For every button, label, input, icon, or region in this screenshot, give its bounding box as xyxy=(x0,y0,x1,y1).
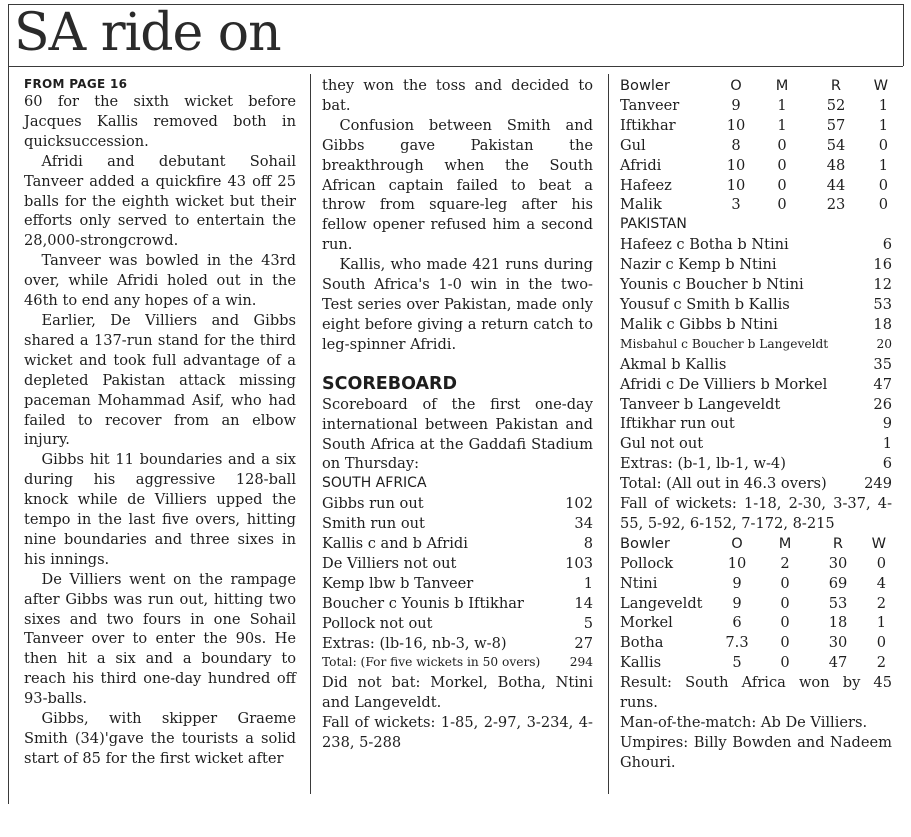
batting-row xyxy=(620,275,892,295)
batting-row xyxy=(620,255,892,275)
headline-rule xyxy=(8,66,903,67)
header-overs: O xyxy=(731,534,743,552)
batting-row xyxy=(620,315,892,335)
batsman: Misbahul c Boucher b Langeveldt xyxy=(620,336,829,351)
paragraph: Afridi and debutant Sohail Tanveer added a quickfire 43 off 25 balls for the eighth wicket but their efforts only served to entertain the 28,000-strongcrowd. xyxy=(24,152,296,250)
runs: 1 xyxy=(583,574,593,592)
batsman: Tanveer b Langeveldt xyxy=(620,395,781,413)
article-column-2 xyxy=(322,76,593,753)
runs: 5 xyxy=(583,614,593,632)
wickets: 2 xyxy=(876,654,886,672)
overs: 10 xyxy=(726,176,746,194)
batsman: Boucher c Younis b Iftikhar xyxy=(322,594,524,612)
batting-row xyxy=(620,375,892,395)
bowler: Ntini xyxy=(620,574,658,592)
overs: 5 xyxy=(732,654,742,672)
man-of-the-match: Man-of-the-match: Ab De Villiers. xyxy=(620,714,868,731)
column-rule-1 xyxy=(310,74,311,794)
south-africa-batting xyxy=(322,494,593,653)
column-rule-2 xyxy=(608,74,609,794)
bowler: Botha xyxy=(620,634,664,652)
paragraph: De Villiers went on the rampage after Gibbs was run out, hitting two sixes and two fours in one Sohail Tanveer over to enter the 90s. He then hit a six and a boundary to reach his third one-day hundred off 93-balls. xyxy=(24,570,296,708)
runs: 1 xyxy=(882,435,892,453)
batting-row xyxy=(620,395,892,415)
batting-row xyxy=(620,235,892,255)
maidens: 0 xyxy=(780,614,790,632)
runs: 53 xyxy=(873,295,892,313)
overs: 10 xyxy=(727,554,747,572)
wickets: 1 xyxy=(878,96,888,114)
bowler: Malik xyxy=(620,196,662,214)
bowling-row xyxy=(620,574,892,594)
runs: 35 xyxy=(873,355,892,373)
header-maidens: M xyxy=(775,77,789,94)
maidens: 0 xyxy=(777,156,787,174)
right-border xyxy=(903,4,904,66)
runs: 47 xyxy=(828,654,848,672)
bowling-row xyxy=(620,156,892,176)
bowling-header xyxy=(620,534,892,554)
paragraph: Earlier, De Villiers and Gibbs shared a 137-run stand for the third wicket and took full advantage of a depleted Pakistan attack missing paceman Mohammad Asif, who had failed to recover from an elbow injury. xyxy=(24,311,296,449)
wickets: 4 xyxy=(876,574,886,592)
batsman: Gibbs run out xyxy=(322,495,424,513)
maidens: 0 xyxy=(777,196,787,214)
paragraph: Kallis, who made 421 runs during South Africa's 1-0 win in the two-Test series over Pakistan, made only eight before giving a return catch to leg-spinner Afridi. xyxy=(322,256,593,353)
runs: 47 xyxy=(873,375,892,393)
runs: 102 xyxy=(565,495,593,513)
article-column-1 xyxy=(24,77,296,769)
wickets: 0 xyxy=(878,136,888,154)
batting-row xyxy=(620,355,892,375)
runs: 52 xyxy=(826,96,846,114)
runs: 23 xyxy=(826,196,846,214)
batsman: Akmal b Kallis xyxy=(620,355,727,373)
runs: 30 xyxy=(828,634,848,652)
runs: 30 xyxy=(828,554,848,572)
batsman: Kemp lbw b Tanveer xyxy=(322,574,474,592)
batting-row xyxy=(620,454,892,474)
runs: 6 xyxy=(882,236,892,254)
total-value: 249 xyxy=(864,475,892,493)
overs: 10 xyxy=(726,116,746,134)
headline: SA ride on xyxy=(14,3,281,63)
bowling-row xyxy=(620,653,892,673)
bowler: Iftikhar xyxy=(620,116,676,134)
wickets: 1 xyxy=(878,156,888,174)
runs: 14 xyxy=(574,594,593,612)
pakistan-batting xyxy=(620,235,892,474)
overs: 10 xyxy=(726,156,746,174)
bowling-header xyxy=(620,76,892,96)
header-runs: R xyxy=(832,534,844,552)
batsman: Iftikhar run out xyxy=(620,415,735,433)
runs: 69 xyxy=(828,574,848,592)
wickets: 0 xyxy=(878,196,888,214)
wickets: 0 xyxy=(876,554,886,572)
runs: 34 xyxy=(574,515,593,533)
batting-row xyxy=(322,494,593,514)
overs: 6 xyxy=(732,614,742,632)
batsman: Nazir c Kemp b Ntini xyxy=(620,256,777,274)
total-row xyxy=(620,474,892,494)
runs: 103 xyxy=(565,554,593,572)
batsman: Extras: (lb-16, nb-3, w-8) xyxy=(322,634,507,652)
batting-row xyxy=(322,634,593,654)
maidens: 0 xyxy=(780,594,790,612)
overs: 9 xyxy=(732,574,742,592)
runs: 57 xyxy=(826,116,846,134)
wickets: 0 xyxy=(878,176,888,194)
batsman: Extras: (b-1, lb-1, w-4) xyxy=(620,455,786,473)
maidens: 0 xyxy=(777,176,787,194)
pakistan-bowling xyxy=(620,96,892,215)
overs: 8 xyxy=(731,136,741,154)
wickets: 1 xyxy=(876,614,886,632)
team-heading-south-africa: SOUTH AFRICA xyxy=(322,475,427,492)
runs: 48 xyxy=(826,156,846,174)
bowling-row xyxy=(620,633,892,653)
runs: 54 xyxy=(826,136,846,154)
header-wickets: W xyxy=(871,534,886,552)
header-bowler: Bowler xyxy=(620,77,670,94)
paragraph: Gibbs, with skipper Graeme Smith (34)'gave the tourists a solid start of 85 for the first wicket after xyxy=(24,710,296,767)
overs: 9 xyxy=(731,96,741,114)
runs: 53 xyxy=(828,594,848,612)
batsman: Malik c Gibbs b Ntini xyxy=(620,315,778,333)
runs: 8 xyxy=(583,535,593,553)
batting-row xyxy=(322,594,593,614)
header-bowler: Bowler xyxy=(620,534,670,552)
runs: 18 xyxy=(828,614,848,632)
maidens: 1 xyxy=(777,96,787,114)
maidens: 2 xyxy=(780,554,790,572)
bowling-row xyxy=(620,116,892,136)
batsman: De Villiers not out xyxy=(322,554,457,572)
bowling-row xyxy=(620,613,892,633)
batting-row xyxy=(620,414,892,434)
runs: 12 xyxy=(873,276,892,294)
runs: 16 xyxy=(873,256,892,274)
paragraph: Tanveer was bowled in the 43rd over, while Afridi holed out in the 46th to end any hopes of a win. xyxy=(24,252,296,310)
total-value: 294 xyxy=(569,655,593,670)
left-frame xyxy=(8,66,9,804)
bowler: Morkel xyxy=(620,614,673,632)
scoreboard-intro: Scoreboard of the first one-day international between Pakistan and South Africa at the Gaddafi Stadium on Thursday: xyxy=(322,395,593,473)
batsman: Yousuf c Smith b Kallis xyxy=(620,295,790,313)
maidens: 0 xyxy=(777,136,787,154)
total-row xyxy=(322,653,593,673)
header-maidens: M xyxy=(778,534,792,552)
south-africa-bowling xyxy=(620,554,892,673)
runs: 18 xyxy=(873,315,892,333)
paragraph: Gibbs hit 11 boundaries and a six during his aggressive 128-ball knock while de Villiers upped the tempo in the last five overs, hitting nine boundaries and three sixes in his innings. xyxy=(24,451,296,568)
runs: 20 xyxy=(876,336,892,351)
maidens: 1 xyxy=(777,116,787,134)
batsman: Afridi c De Villiers b Morkel xyxy=(620,375,828,393)
batsman: Hafeez c Botha b Ntini xyxy=(620,236,789,254)
batting-row xyxy=(322,614,593,634)
wickets: 1 xyxy=(878,116,888,134)
result: Result: South Africa won by 45 runs. xyxy=(620,674,892,712)
overs: 7.3 xyxy=(725,634,749,652)
did-not-bat: Did not bat: Morkel, Botha, Ntini and Langeveldt. xyxy=(322,674,593,712)
fall-of-wickets: Fall of wickets: 1-85, 2-97, 3-234, 4-238, 5-288 xyxy=(322,714,593,752)
bowling-row xyxy=(620,136,892,156)
header-runs: R xyxy=(830,77,842,94)
batting-row xyxy=(620,295,892,315)
header-wickets: W xyxy=(873,77,888,94)
bowling-row xyxy=(620,594,892,614)
bowler: Tanveer xyxy=(620,96,680,114)
bowler: Langeveldt xyxy=(620,594,703,612)
paragraph: Confusion between Smith and Gibbs gave Pakistan the breakthrough when the South African captain failed to beat a throw from square-leg after his fellow opener refused him a second run. xyxy=(322,116,593,254)
page-kicker: FROM PAGE 16 xyxy=(24,77,128,91)
batting-row xyxy=(620,434,892,454)
overs: 3 xyxy=(731,196,741,214)
batsman: Kallis c and b Afridi xyxy=(322,535,468,553)
maidens: 0 xyxy=(780,574,790,592)
paragraph: they won the toss and decided to bat. xyxy=(322,77,593,114)
bowler: Afridi xyxy=(620,156,662,174)
paragraph: 60 for the sixth wicket before Jacques Kallis removed both in quicksuccession. xyxy=(24,93,296,150)
batting-row xyxy=(322,554,593,574)
overs: 9 xyxy=(732,594,742,612)
batting-row xyxy=(322,534,593,554)
wickets: 2 xyxy=(876,594,886,612)
scoreboard-heading: SCOREBOARD xyxy=(322,373,458,394)
total-label: Total: (All out in 46.3 overs) xyxy=(620,475,827,493)
team-heading-pakistan: PAKISTAN xyxy=(620,216,687,233)
fall-of-wickets: Fall of wickets: 1-18, 2-30, 3-37, 4-55, 5-92, 6-152, 7-172, 8-215 xyxy=(620,495,892,532)
bowling-row xyxy=(620,96,892,116)
bowling-row xyxy=(620,554,892,574)
bowling-row xyxy=(620,195,892,215)
runs: 44 xyxy=(826,176,846,194)
bowler: Gul xyxy=(620,136,646,154)
batting-row xyxy=(322,514,593,534)
batsman: Smith run out xyxy=(322,515,425,533)
runs: 9 xyxy=(882,415,892,433)
left-border xyxy=(8,4,9,66)
total-label: Total: (For five wickets in 50 overs) xyxy=(322,655,541,670)
bowler: Hafeez xyxy=(620,176,672,194)
runs: 27 xyxy=(574,634,593,652)
maidens: 0 xyxy=(780,654,790,672)
batsman: Gul not out xyxy=(620,435,704,453)
umpires: Umpires: Billy Bowden and Nadeem Ghouri. xyxy=(620,733,892,771)
runs: 26 xyxy=(873,395,892,413)
runs: 6 xyxy=(882,455,892,473)
batting-row xyxy=(322,574,593,594)
maidens: 0 xyxy=(780,634,790,652)
header-overs: O xyxy=(730,77,742,94)
batsman: Pollock not out xyxy=(322,614,433,632)
bowler: Pollock xyxy=(620,554,674,572)
bowling-row xyxy=(620,176,892,196)
batsman: Younis c Boucher b Ntini xyxy=(620,276,804,294)
wickets: 0 xyxy=(876,634,886,652)
batting-row xyxy=(620,335,892,355)
bowler: Kallis xyxy=(620,654,662,672)
article-column-3 xyxy=(620,76,892,773)
